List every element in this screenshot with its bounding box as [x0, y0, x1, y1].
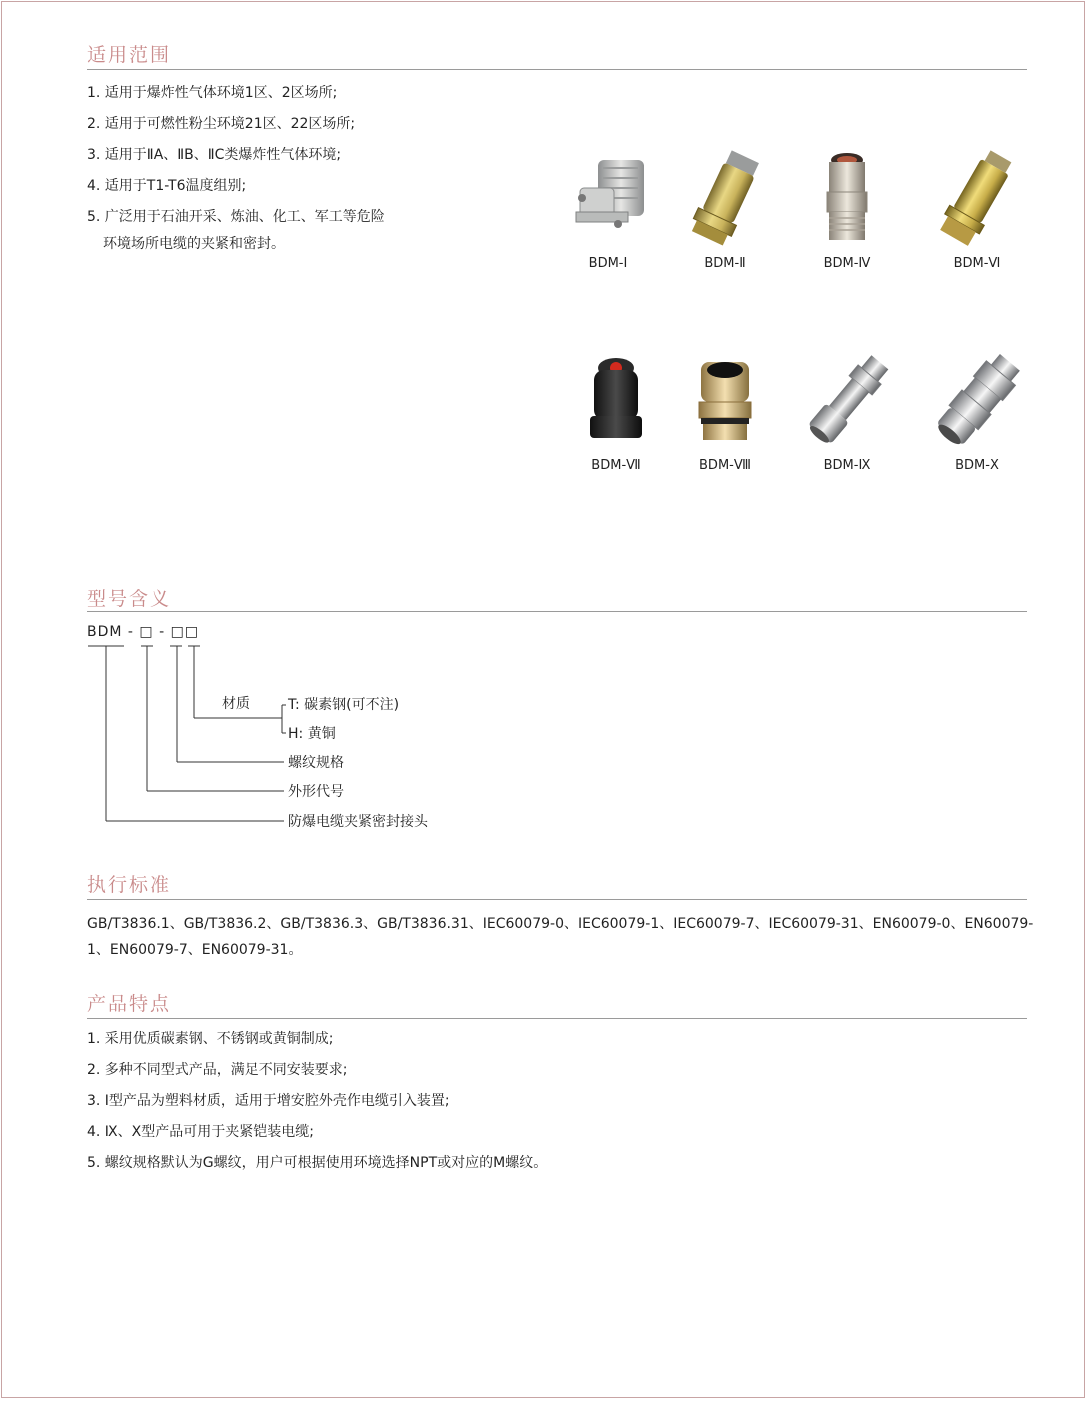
feature-item: 4. Ⅸ、Ⅹ型产品可用于夹紧铠装电缆;: [87, 1124, 314, 1140]
product-label: BDM-Ⅹ: [955, 458, 999, 473]
product-label: BDM-Ⅶ: [591, 458, 641, 473]
product-label: BDM-Ⅸ: [823, 458, 871, 473]
model-code: BDM - □ - □□: [87, 624, 200, 640]
scope-item-continuation: 环境场所电缆的夹紧和密封。: [103, 236, 285, 252]
gland-chrome-long-icon: [797, 350, 897, 450]
product-label: BDM-Ⅱ: [704, 256, 746, 271]
product-bdm-8: [665, 350, 785, 495]
feature-item: 3. I型产品为塑料材质，适用于增安腔外壳作电缆引入装置;: [87, 1093, 450, 1109]
gland-brass-short-icon: [675, 350, 775, 450]
shape-label: 外形代号: [288, 784, 344, 800]
product-bdm-4: [787, 148, 907, 293]
features-title: 产品特点: [87, 993, 172, 1015]
material-label: 材质: [222, 696, 250, 712]
thread-label: 螺纹规格: [288, 755, 344, 771]
scope-item: 1. 适用于爆炸性气体环境1区、2区场所;: [87, 85, 338, 101]
feature-item: 5. 螺纹规格默认为G螺纹，用户可根据使用环境选择NPT或对应的M螺纹。: [87, 1155, 548, 1171]
product-bdm-6: [917, 148, 1037, 293]
scope-item: 5. 广泛用于石油开采、炼油、化工、军工等危险: [87, 209, 385, 225]
feature-item: 2. 多种不同型式产品，满足不同安装要求;: [87, 1062, 348, 1078]
material-h: H: 黄铜: [288, 726, 336, 742]
product-bdm-9: [787, 350, 907, 495]
scope-rule: [87, 69, 1027, 70]
product-name-label: 防爆电缆夹紧密封接头: [288, 814, 428, 830]
gland-brass-long-icon: [927, 148, 1027, 248]
scope-title: 适用范围: [87, 44, 172, 66]
clamp-gland-brass-icon: [675, 148, 775, 248]
product-bdm-10: [917, 350, 1037, 495]
standards-title: 执行标准: [87, 874, 172, 896]
standards-rule: [87, 899, 1027, 900]
features-rule: [87, 1018, 1027, 1019]
features-list: [87, 1024, 547, 1179]
scope-item: 4. 适用于T1-T6温度组别;: [87, 178, 247, 194]
model-title: 型号含义: [87, 588, 172, 610]
product-label: BDM-Ⅳ: [823, 256, 871, 271]
standards-text: GB/T3836.1、GB/T3836.2、GB/T3836.3、GB/T3836.31、IEC60079-0、IEC60079-1、IEC60079-7、IEC60079-31、EN60079-0、EN60079-1、EN60079-7、EN60079-31。: [87, 916, 1034, 958]
gland-nickel-icon: [797, 148, 897, 248]
product-label: BDM-Ⅵ: [953, 256, 1001, 271]
product-bdm-2: [665, 148, 785, 293]
gland-black-plastic-icon: [566, 350, 666, 450]
product-label: BDM-Ⅰ: [588, 256, 628, 271]
scope-item: 3. 适用于ⅡA、ⅡB、ⅡC类爆炸性气体环境;: [87, 147, 342, 163]
model-rule: [87, 611, 1027, 612]
product-label: BDM-Ⅷ: [699, 458, 751, 473]
product-bdm-1: [548, 148, 668, 293]
scope-item: 2. 适用于可燃性粉尘环境21区、22区场所;: [87, 116, 356, 132]
feature-item: 1. 采用优质碳素钢、不锈钢或黄铜制成;: [87, 1031, 334, 1047]
scope-list: [87, 78, 385, 260]
clamp-gland-grey-icon: [558, 148, 658, 248]
product-bdm-7: [556, 350, 676, 495]
gland-chrome-armored-icon: [927, 350, 1027, 450]
material-t: T: 碳素钢(可不注): [288, 697, 400, 713]
